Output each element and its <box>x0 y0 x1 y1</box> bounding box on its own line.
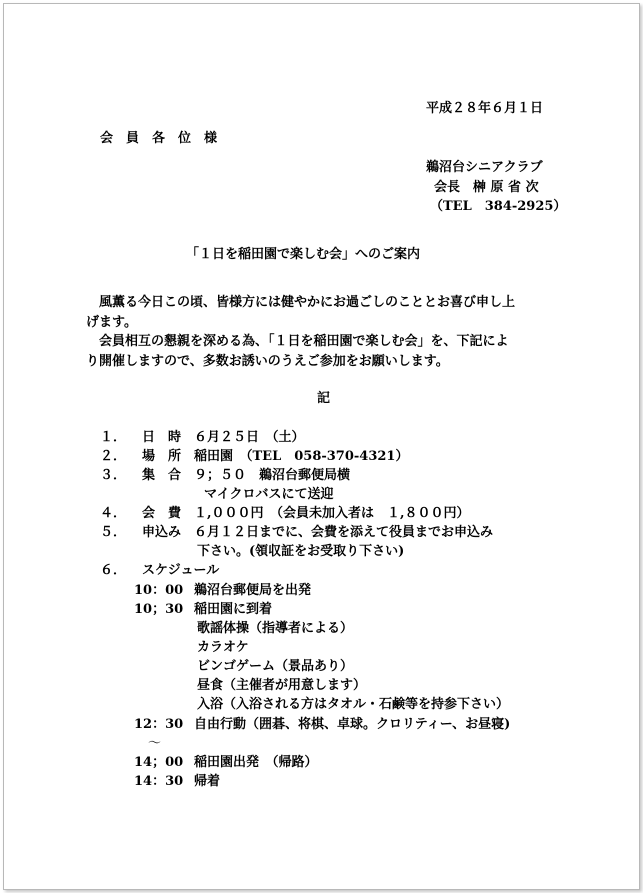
document-title: 「１日を稲田園で楽しむ会」へのご案内 <box>186 247 421 262</box>
item-text: 集 合 ９；５０ 鵜沼台郵便局横 <box>142 468 351 483</box>
schedule-time: 14：30 <box>134 774 184 789</box>
schedule-text: 昼食（主催者が用意します） <box>197 678 367 693</box>
schedule-time: 10：00 <box>134 583 184 598</box>
schedule-text: ビンゴゲーム（景品あり） <box>197 659 354 674</box>
item-number: １． <box>100 430 127 445</box>
president-name: 会長 榊 原 省 次 <box>434 180 539 195</box>
schedule-text: 自由行動（囲碁、将棋、卓球。クロリティー、お昼寝) <box>194 717 511 732</box>
item-number: ４． <box>100 506 127 521</box>
item-text: 会 費 １,０００円 （会員未加入者は １,８００円） <box>142 506 470 521</box>
item-text: スケジュール <box>142 563 220 578</box>
schedule-text: 入浴（入浴される方はタオル・石鹸等を持参下さい） <box>197 697 510 712</box>
item-number: ６． <box>100 563 127 578</box>
schedule-text: 稲田園に到着 <box>194 602 273 617</box>
paragraph-2-line-2: り開催しますので、多数お誘いのうえご参加をお願いします。 <box>86 354 449 369</box>
document-page <box>3 3 640 890</box>
ki-heading: 記 <box>317 391 331 406</box>
item-text: 日 時 ６月２５日 （土） <box>142 430 305 445</box>
item-text: マイクロバスにて送迎 <box>204 487 334 502</box>
schedule-text: 鵜沼台郵便局を出発 <box>194 583 312 598</box>
schedule-text: 稲田園出発 （帰路） <box>194 755 318 770</box>
schedule-text: 帰着 <box>194 774 221 789</box>
addressee: 会 員 各 位 様 <box>100 131 218 146</box>
paragraph-1-line-2: げます。 <box>86 315 137 330</box>
paragraph-2-line-1: 会員相互の懇親を深める為、「１日を稲田園で楽しむ会」を、下記によ <box>86 334 509 349</box>
telephone: （TEL 384-2925） <box>430 199 567 214</box>
organization-name: 鵜沼台シニアクラブ <box>426 160 543 175</box>
item-number: ３． <box>100 468 127 483</box>
schedule-time: 14；00 <box>134 755 184 770</box>
schedule-text: 歌謡体操（指導者による） <box>197 621 354 636</box>
schedule-time: 10；30 <box>134 602 184 617</box>
schedule-time: 12：30 <box>134 717 184 732</box>
item-number: ５． <box>100 525 127 540</box>
paragraph-1-line-1: 風薫る今日この頃、皆様方には健やかにお過ごしのこととお喜び申し上 <box>86 295 516 310</box>
item-text: 場 所 稲田園 （TEL 058-370-4321） <box>142 449 409 464</box>
item-text: 下さい。(領収証をお受取り下さい) <box>197 544 405 559</box>
item-text: 申込み ６月１２日までに、会費を添えて役員までお申込み <box>142 525 494 540</box>
schedule-text: カラオケ <box>197 640 249 655</box>
item-number: ２． <box>100 449 127 464</box>
schedule-tilde: ～ <box>148 736 162 751</box>
date: 平成２８年６月１日 <box>426 101 544 116</box>
